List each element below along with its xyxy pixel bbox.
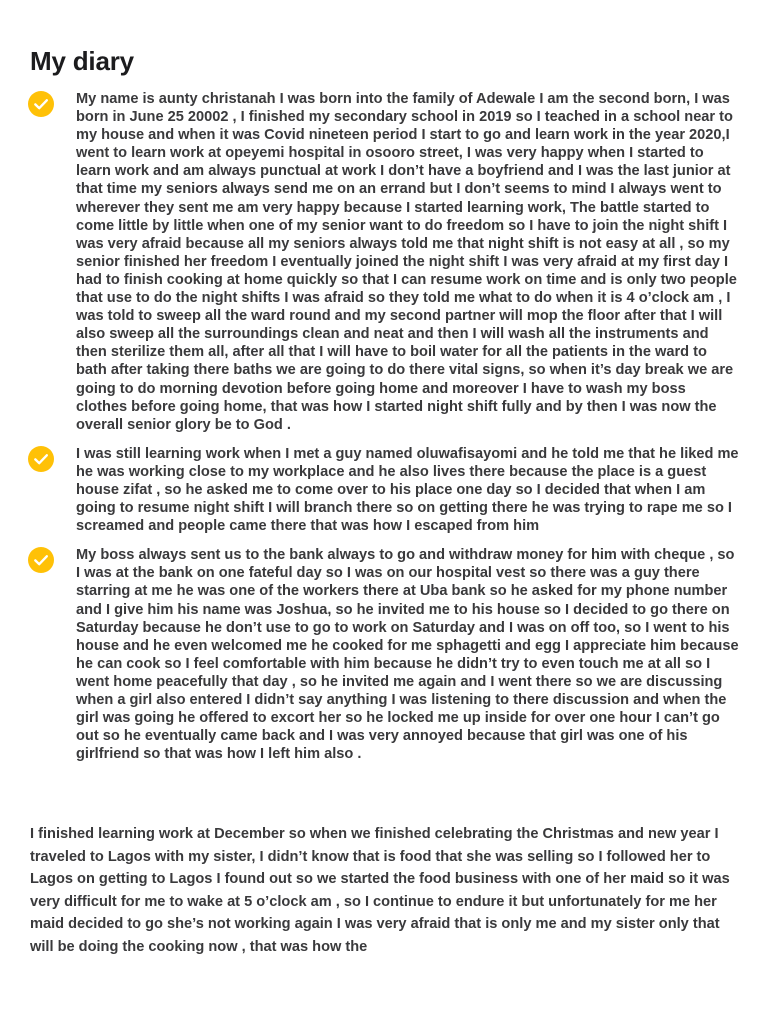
- checklist-item-text[interactable]: I was still learning work when I met a guy named oluwafisayomi and he told me that he liked me he was working close to my workplace and he also lives there because the place is a guest house zifat , so he asked me to come over to his place one day so I decided that when I am going to resume night shift I will branch there so on getting there he was trying to rape me so I screamed and people came there that was how I escaped from him: [76, 445, 739, 535]
- check-circle-icon[interactable]: [28, 446, 54, 472]
- checklist-item[interactable]: [0, 445, 768, 535]
- checklist: [0, 90, 768, 774]
- checklist-item-text[interactable]: My name is aunty christanah I was born into the family of Adewale I am the second born, I was born in June 25 20002 , I finished my secondary school in 2019 so I teached in a school near to my house and when it was Covid nineteen period I start to go and learn work in the year 2020,I went to learn work at opeyemi hospital in osooro street, I was very happy when I started to learn work and am always punctual at work I don’t have a boyfriend and I was the last junior at that time my seniors always send me on an errand but I don’t seems to mind I always went to wherever they sent me am very happy because I started learning work, The battle started to come little by little when one of my senior want to do freedom so I have to join the night shift I was very afraid because all my seniors always told me that night shift is not easy at all , so my senior finished her freedom I eventually joined the night shift I was very afraid at my first day I had to finish cooking at home quickly so that I can resume work on time and is only two people that use to do the night shifts I was afraid so they told me what to do when it is 4 o’clock am , I was told to sweep all the ward round and my second partner will mop the floor after that I will also sweep all the surroundings clean and neat and then I will wash all the instruments and then sterilize them all, after all that I will have to boil water for all the patients in the ward to bath after taking there baths we are going to do there vital signs, so when it’s day break we are going to do morning devotion before going home and moreover I have to wash my boss clothes before going home, that was how I started night shift fully and by then I was now the overall senior glory be to God .: [76, 91, 737, 433]
- checklist-item-text[interactable]: My boss always sent us to the bank always to go and withdraw money for him with cheque , so I was at the bank on one fateful day so I was on our hospital vest so there was a guy there starring at me he was one of the workers there at Uba bank so he asked for my phone number and I give him his name was Joshua, so he invited me to his house so I decided to go there on Saturday because he don’t use to go to work on Saturday and I was on off too, so I went to his house and he even welcomed me he cooked for me sphagetti and egg I appreciate him because he can cook so I feel comfortable with him because he didn’t try to even touch me at all so I went home peacefully that day , so he invited me again and I went there so we are discussing when a girl also entered I didn’t say anything I was listening to there discussion and when the girl was going he offered to excort her so he locked me up inside for over one hour I can’t go out so he eventually came back and I was very annoyed because that girl was one of his girlfriend so that was how I left him also .: [76, 547, 739, 763]
- note-body-paragraph[interactable]: I finished learning work at December so when we finished celebrating the Christmas and new year I traveled to Lagos with my sister, I didn’t know that is food that she was selling so I followed her to Lagos on getting to Lagos I found out so we started the food business with one of her maid so it was very difficult for me to wake at 5 o’clock am , so I continue to endure it but unfortunately for me her maid decided to go she’s not working again I was very afraid that is only me and my sister only that will be doing the cooking now , that was how the: [30, 826, 730, 955]
- checklist-item[interactable]: [0, 90, 768, 434]
- note-title[interactable]: My diary: [30, 46, 134, 76]
- check-circle-icon[interactable]: [28, 547, 54, 573]
- checklist-item[interactable]: [0, 546, 768, 763]
- check-circle-icon[interactable]: [28, 91, 54, 117]
